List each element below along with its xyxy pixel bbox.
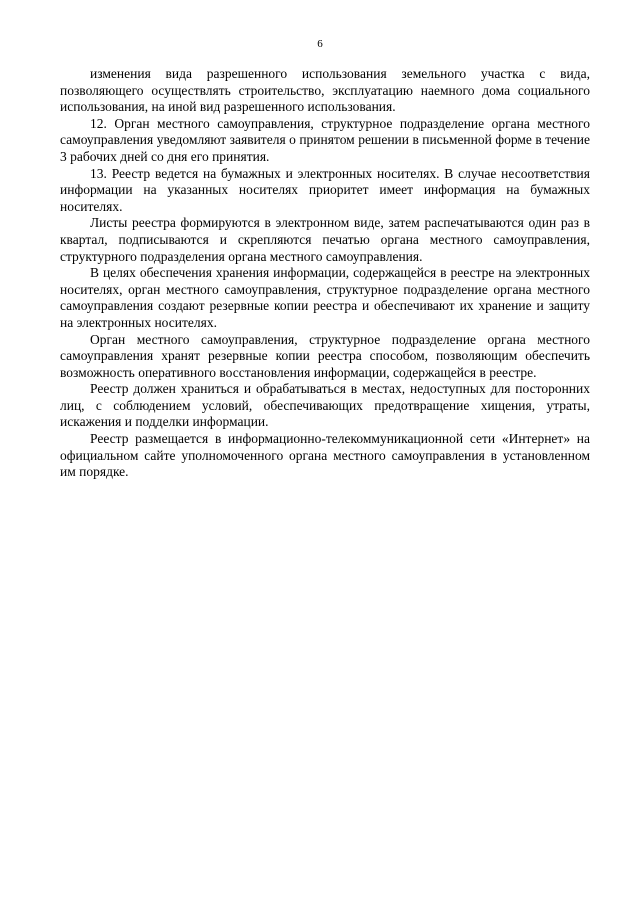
paragraph-continuation: изменения вида разрешенного использования земельного участка с вида, позволяющего осуществлять строительство, эксплуатацию наемного дома социального использования, на иной вид разрешенного использования. [60,66,590,115]
paragraph-item-13: 13. Реестр ведется на бумажных и электронных носителях. В случае несоответствия информации на указанных носителях приоритет имеет информация на бумажных носителях. [60,165,590,214]
page-number: 6 [317,38,323,50]
paragraph-secure-storage: Реестр должен храниться и обрабатываться в местах, недоступных для посторонних лиц, с соблюдением условий, обеспечивающих предотвращение хищения, утраты, искажения и подделки информации. [60,381,590,430]
paragraph-item-12: 12. Орган местного самоуправления, структурное подразделение органа местного самоуправления уведомляют заявителя о принятом решении в письменной форме в течение 3 рабочих дней со дня его принятия. [60,115,590,164]
paragraph-backup-copies: В целях обеспечения хранения информации, содержащейся в реестре на электронных носителях, орган местного самоуправления, структурное подразделение органа местного самоуправления создают резервные копии реестра и обеспечивают их хранение и защиту на электронных носителях. [60,265,590,330]
paragraph-backup-storage: Орган местного самоуправления, структурное подразделение органа местного самоуправления хранят резервные копии реестра способом, позволяющим обеспечить возможность оперативного восстановления информации, содержащейся в реестре. [60,331,590,380]
document-body [60,66,590,481]
paragraph-registry-sheets: Листы реестра формируются в электронном виде, затем распечатываются один раз в квартал, подписываются и скрепляются печатью органа местного самоуправления, структурного подразделения органа местного самоуправления. [60,215,590,264]
paragraph-internet-publication: Реестр размещается в информационно-телекоммуникационной сети «Интернет» на официальном сайте уполномоченного органа местного самоуправления в установленном им порядке. [60,431,590,480]
